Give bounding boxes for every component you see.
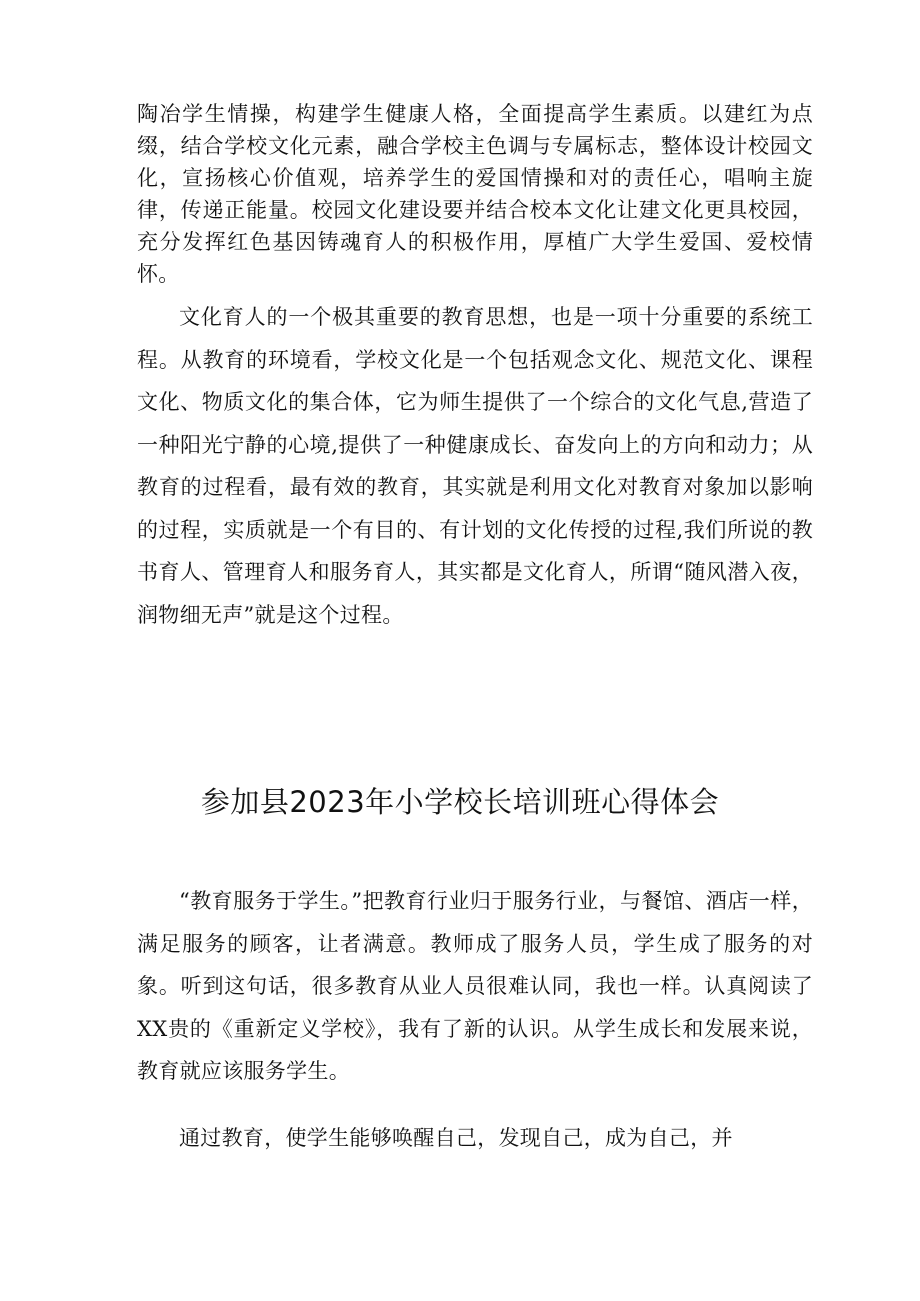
- section-heading: 参加县2023年小学校长培训班心得体会: [200, 785, 720, 819]
- paragraph-school-culture-design: 陶冶学生情操，构建学生健康人格，全面提高学生素质。以建红为点缀，结合学校文化元素，融合学校主色调与专属标志，整体设计校园文化，宣扬核心价值观，培养学生的爱国情操和对的责任心，唱响主旋律，传递正能量。校园文化建设要并结合校本文化让建文化更具校园，充分发挥红色基因铸魂育人的积极作用，厚植广大学生爱国、爱校情怀。: [137, 102, 813, 286]
- paragraph-education-serves-students: “教育服务于学生。”把教育行业归于服务行业，与餐馆、酒店一样，满足服务的顾客，让者满意。教师成了服务人员，学生成了服务的对象。听到这句话，很多教育从业人员很难认同，我也一样。认真阅读了XX贵的《重新定义学校》，我有了新的认识。从学生成长和发展来说，教育就应该服务学生。: [137, 889, 813, 1083]
- paragraph-cultural-education: 文化育人的一个极其重要的教育思想，也是一项十分重要的系统工程。从教育的环境看，学校文化是一个包括观念文化、规范文化、课程文化、物质文化的集合体，它为师生提供了一个综合的文化气息,营造了一种阳光宁静的心境,提供了一种健康成长、奋发向上的方向和动力；从教育的过程看，最有效的教育，其实就是利用文化对教育对象加以影响的过程，实质就是一个有目的、有计划的文化传授的过程,我们所说的教书育人、管理育人和服务育人，其实都是文化育人，所谓“随风潜入夜，润物细无声”就是这个过程。: [137, 305, 813, 627]
- paragraph-awaken-self: 通过教育，使学生能够唤醒自己，发现自己，成为自己，并: [179, 1126, 733, 1150]
